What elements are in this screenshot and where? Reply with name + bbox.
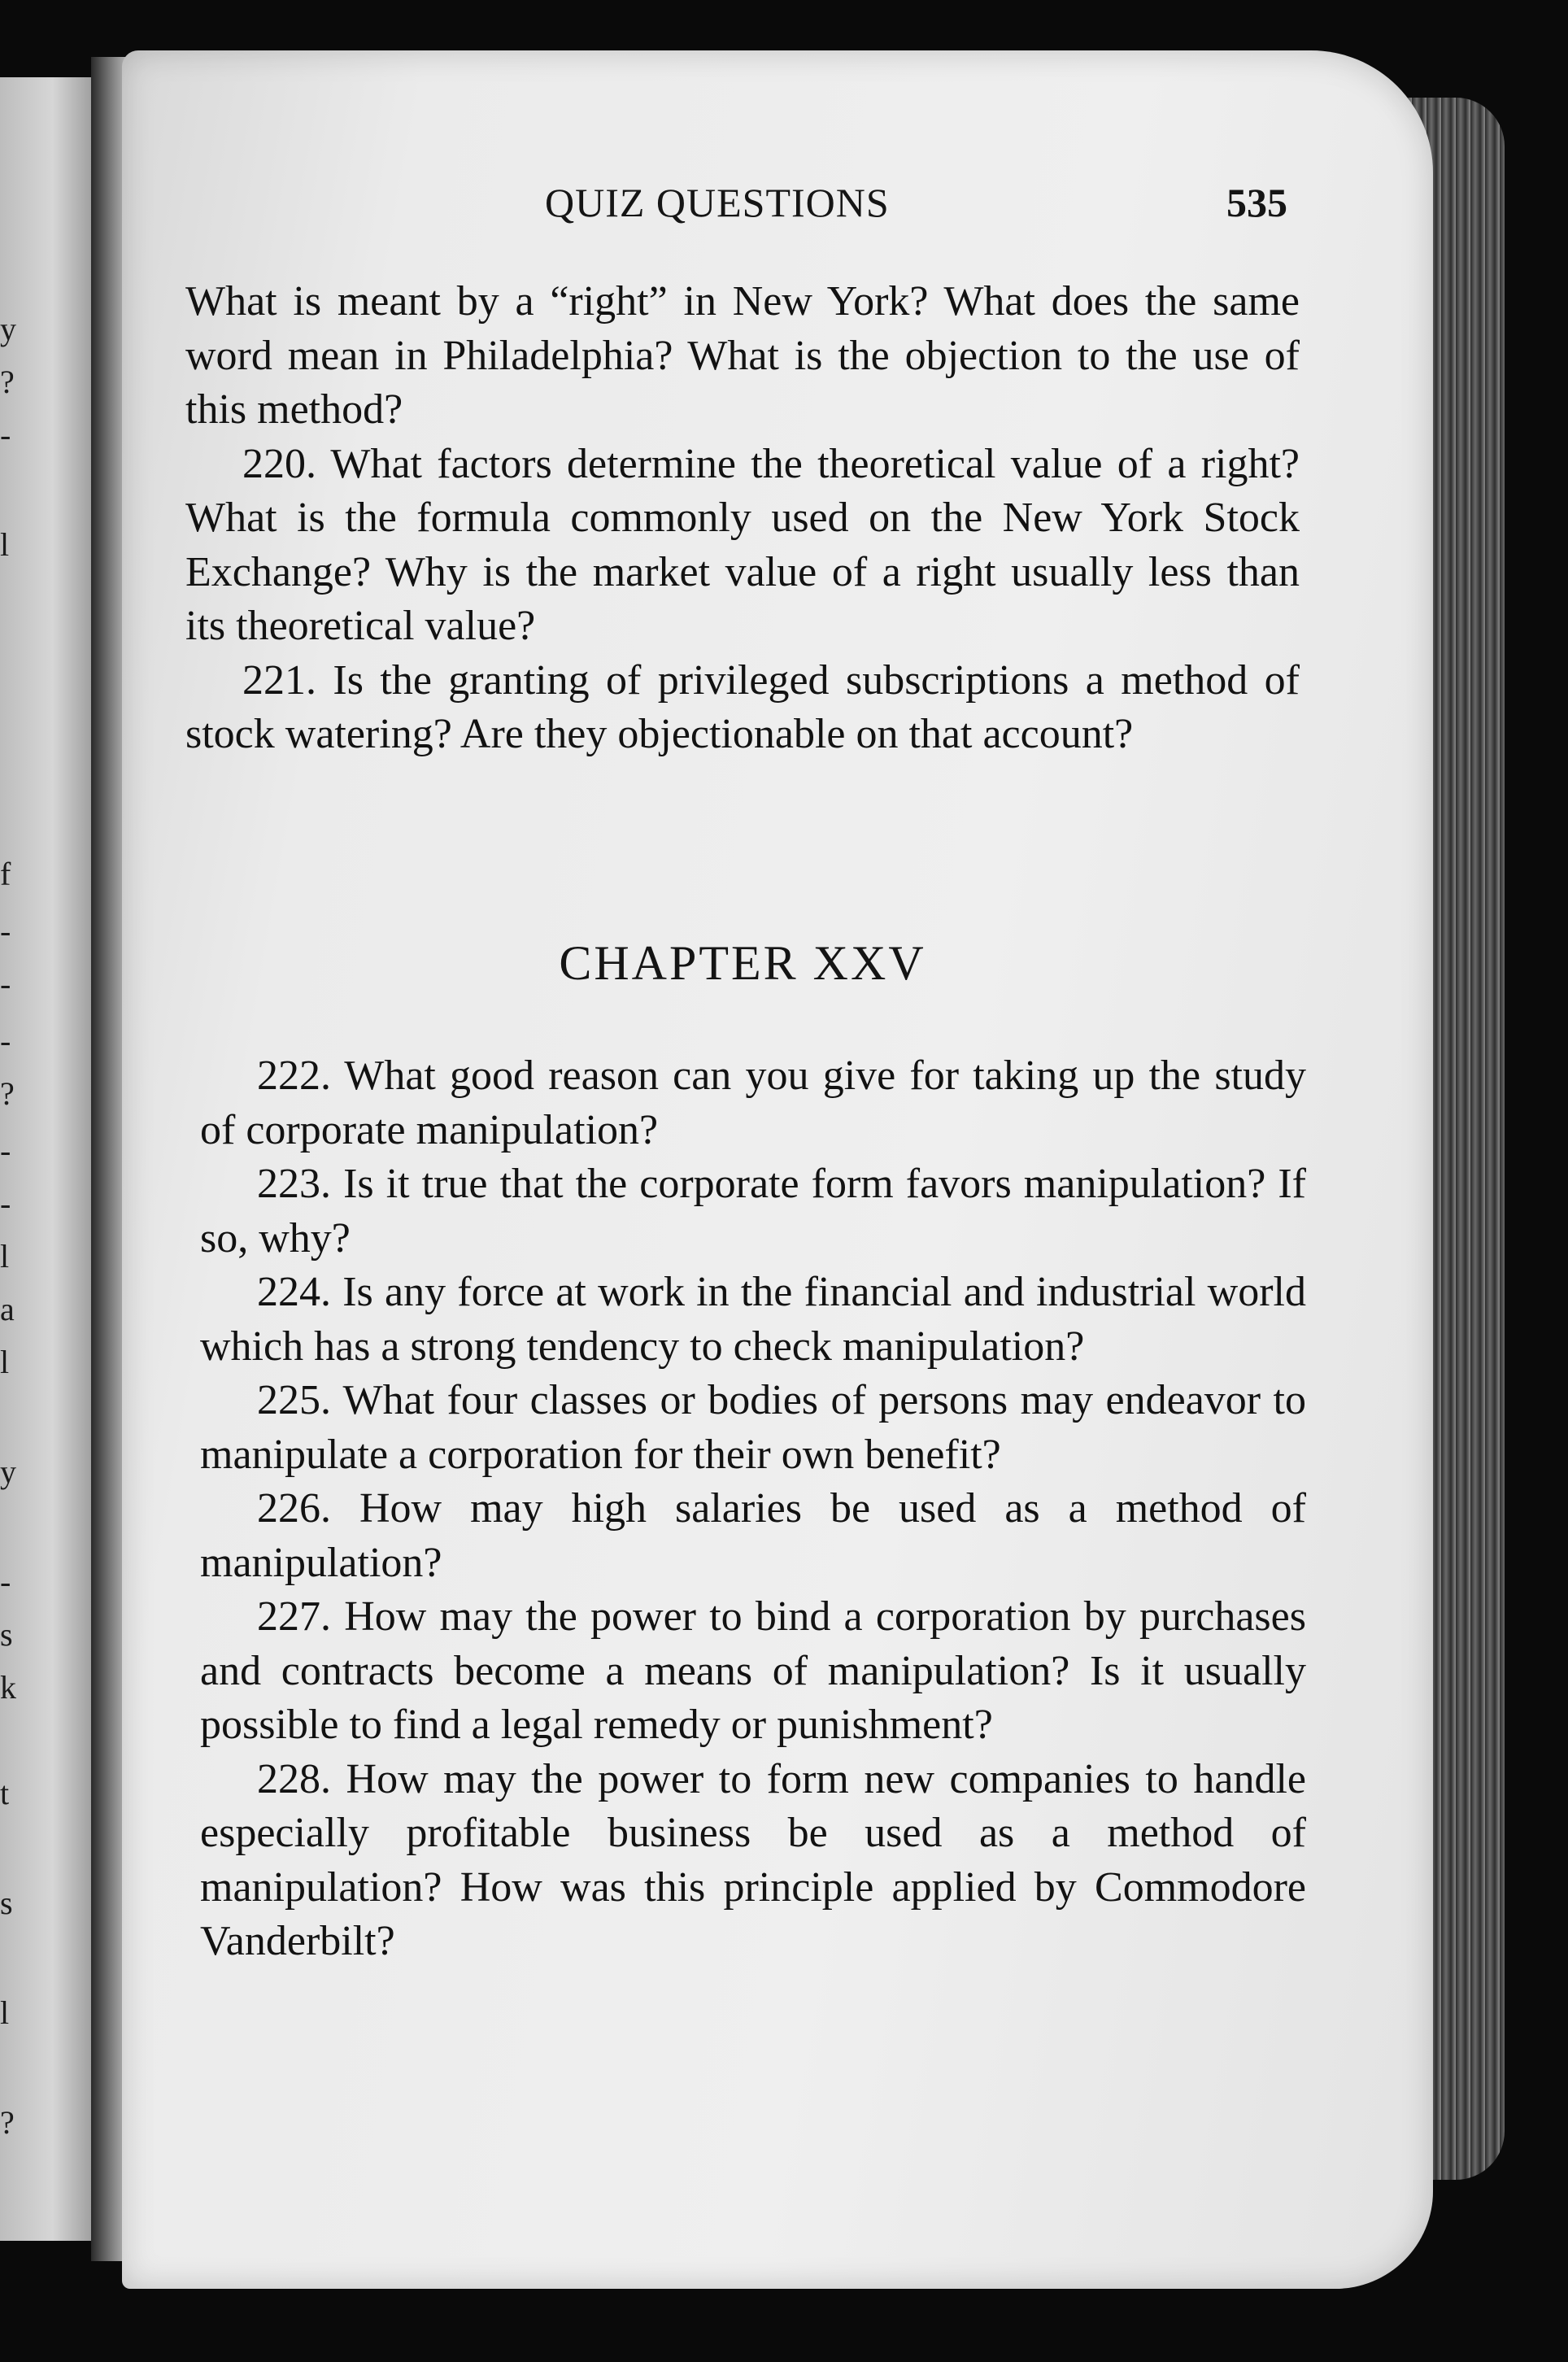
scan-border-bottom (0, 2294, 1568, 2362)
margin-glyph: l (0, 526, 10, 563)
question-228: 228. How may the power to form new companies to handle especially profitable business be used as a method of manipulation? How was this principle applied by Commodore Vanderbilt? (200, 1755, 1306, 1964)
margin-glyph: - (0, 1563, 11, 1600)
margin-glyph: - (0, 913, 11, 949)
question-220: 220. What factors determine the theoretical value of a right? What is the formula commonly used on the New York Stock Exchange? Why is the market value of a right usually less than its theoretical value? (185, 440, 1300, 649)
questions-continued (185, 275, 1300, 762)
question-224: 224. Is any force at work in the financial and industrial world which has a strong tendency to check manipulation? (200, 1269, 1306, 1370)
margin-glyph: ? (0, 364, 15, 400)
margin-glyph: s (0, 1885, 13, 1921)
page-number: 535 (1226, 180, 1287, 225)
margin-glyph: - (0, 965, 11, 1002)
margin-glyph: - (0, 1132, 11, 1169)
margin-glyph: l (0, 1994, 10, 2031)
running-head: QUIZ QUESTIONS (545, 180, 890, 225)
margin-glyph: ? (0, 1075, 15, 1112)
margin-glyph: - (0, 416, 11, 453)
margin-glyph: y (0, 311, 16, 347)
chapter-questions (200, 1049, 1306, 1969)
margin-glyph: y (0, 1453, 16, 1490)
margin-glyph: l (0, 1238, 10, 1275)
question-222: 222. What good reason can you give for taking up the study of corporate manipulation? (200, 1052, 1306, 1153)
question-225: 225. What four classes or bodies of persons may endeavor to manipulate a corporation for their own benefit? (200, 1377, 1306, 1478)
previous-page-strip (0, 77, 96, 2241)
margin-glyph: a (0, 1291, 15, 1327)
margin-glyph: k (0, 1669, 16, 1706)
margin-glyph: l (0, 1344, 10, 1380)
question-227: 227. How may the power to bind a corporation by purchases and contracts become a means of manipulation? Is it usually possible to find a legal remedy or punishment? (200, 1593, 1306, 1748)
question-223: 223. Is it true that the corporate form favors manipulation? If so, why? (200, 1161, 1306, 1262)
question-226: 226. How may high salaries be used as a method of manipulation? (200, 1485, 1306, 1586)
question-221: 221. Is the granting of privileged subscriptions a method of stock watering? Are they objectionable on that account? (185, 656, 1300, 757)
chapter-heading: CHAPTER XXV (559, 936, 926, 990)
margin-glyph: - (0, 1185, 11, 1222)
margin-glyph: - (0, 1022, 11, 1059)
margin-glyph: f (0, 856, 11, 892)
margin-glyph: s (0, 1616, 13, 1653)
paragraph: What is meant by a “right” in New York? What does the same word mean in Philadelphia? What is the objection to the use of this method? (185, 278, 1300, 433)
margin-glyph: t (0, 1775, 10, 1811)
margin-glyph: ? (0, 2104, 15, 2141)
